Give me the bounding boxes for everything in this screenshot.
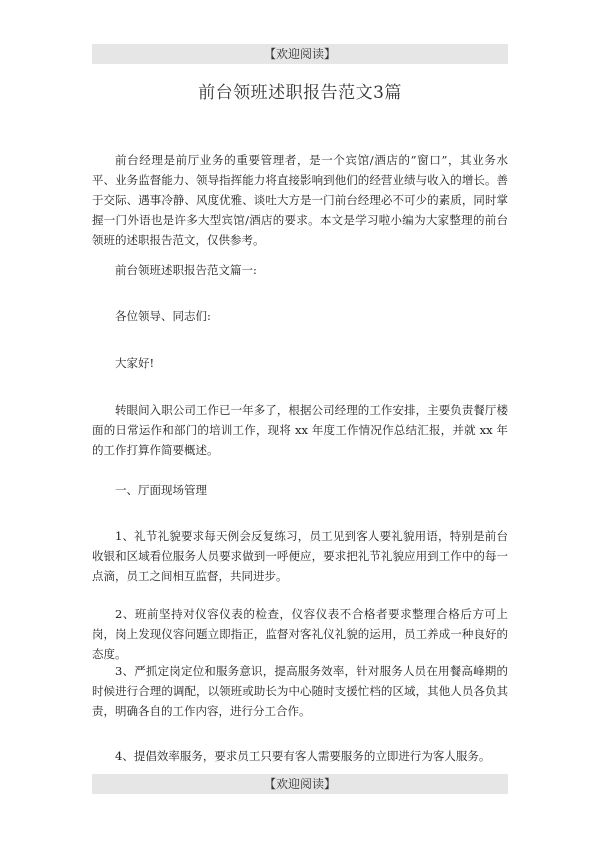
bottom-banner: 【欢迎阅读】: [92, 774, 508, 794]
list-item: 3、严抓定岗定位和服务意识，提高服务效率，针对服务人员在用餐高峰期的时候进行合理的调配，以领班或助长为中心随时支援忙档的区域，其他人员各负其责，明确各自的工作内容，进行分工合作。: [92, 664, 508, 718]
list-item: 2、班前坚持对仪容仪表的检查，仪容仪表不合格者要求整理合格后方可上岗，岗上发现仪容问题立即指正，监督对客礼仪礼貌的运用，员工养成一种良好的态度。: [92, 607, 508, 661]
intro-paragraph: 前台经理是前厅业务的重要管理者，是一个宾馆/酒店的”窗口”，其业务水平、业务监督能力、领导指挥能力将直接影响到他们的经营业绩与收入的增长。善于交际、遇事冷静、风度优雅、谈吐大方是一门前台经理必不可少的素质，同时掌握一门外语也是许多大型宾馆/酒店的要求。本文是学习啦小编为大家整理的前台领班的述职报告范文，仅供参考。: [92, 153, 508, 247]
page-title: 前台领班述职报告范文3篇: [198, 83, 402, 103]
salutation: 各位领导、同志们:: [115, 309, 211, 323]
greeting: 大家好!: [115, 356, 155, 370]
top-banner: 【欢迎阅读】: [92, 44, 508, 64]
body-paragraph: 转眼间入职公司工作已一年多了，根据公司经理的工作安排，主要负责餐厅楼面的日常运作和部门的培训工作，现将 xx 年度工作情况作总结汇报，并就 xx 年的工作打算作简要概述。: [92, 403, 508, 457]
section-heading-hall-management: 一、厅面现场管理: [115, 483, 207, 497]
section-heading-part-one: 前台领班述职报告范文篇一:: [115, 263, 257, 277]
list-item: 1、礼节礼貌要求每天例会反复练习，员工见到客人要礼貌用语，特别是前台收银和区域看位服务人员要求做到一呼便应，要求把礼节礼貌应用到工作中的每一点滴，员工之间相互监督，共同进步。: [92, 529, 508, 583]
list-item: 4、提倡效率服务，要求员工只要有客人需要服务的立即进行为客人服务。: [115, 749, 491, 763]
